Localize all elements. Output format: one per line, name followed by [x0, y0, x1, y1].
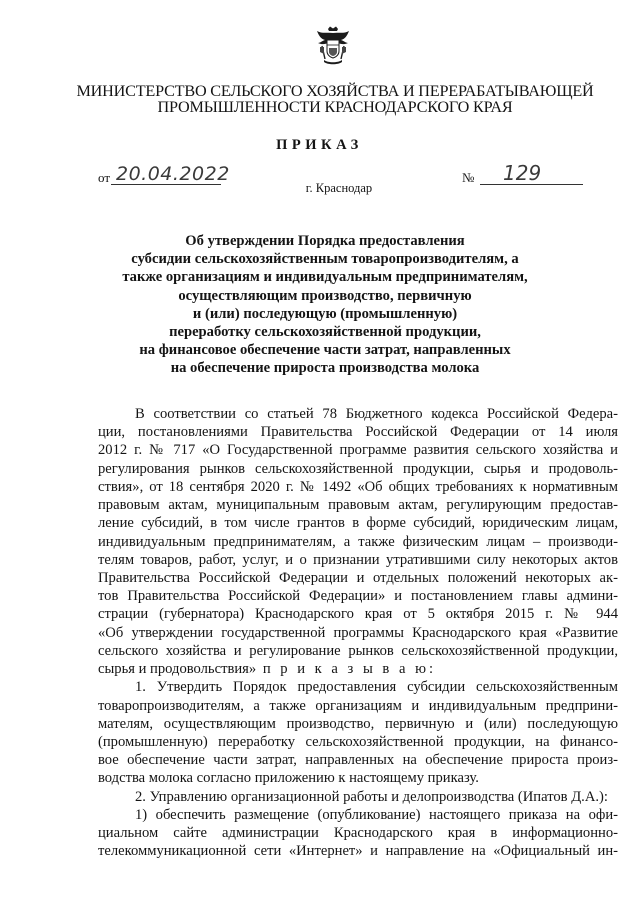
- body-line: В соответствии со статьей 78 Бюджетного кодекса Российской Федера-: [135, 406, 618, 422]
- handwritten-date: 20.04.2022: [116, 163, 230, 185]
- body-line: 2. Управлению организационной работы и делопроизводства (Ипатов Д.А.):: [135, 788, 608, 805]
- body-line: телекоммуникационной сети «Интернет» и направление на «Официальный ин-: [98, 843, 618, 860]
- handwritten-number: 129: [503, 161, 542, 185]
- body-line: 1) обеспечить размещение (опубликование) настоящего приказа на офи-: [135, 806, 618, 823]
- body-line: мателям, осуществляющим производство, первичную и (или) последующую: [98, 715, 618, 732]
- body-line: сельского хозяйства и регулирование рынков сельскохозяйственной продукции,: [98, 642, 618, 659]
- body-line: страции (губернатора) Краснодарского края от 5 октября 2015 г. № 944: [98, 606, 618, 623]
- body-line: сырья и продовольствия» п р и к а з ы в а ю:: [98, 661, 437, 678]
- body-line: ции, постановлениями Правительства Российской Федерации от 14 июля: [98, 424, 618, 441]
- coat-of-arms-emblem: [316, 26, 350, 66]
- body-line: ствия», от 18 сентября 2020 г. № 1492 «Об общих требованиях к нормативным: [98, 478, 618, 495]
- ministry-name-line1: МИНИСТЕРСТВО СЕЛЬСКОГО ХОЗЯЙСТВА И ПЕРЕРАБАТЫВАЮЩЕЙ: [76, 82, 594, 100]
- date-label: от: [98, 170, 111, 185]
- document-type-heading: ПРИКАЗ: [276, 137, 363, 153]
- title-line: переработку сельскохозяйственной продукции,: [169, 324, 481, 341]
- body-line: (промышленную) переработку сельскохозяйственной продукции, на финансо-: [98, 733, 618, 750]
- body-line: 2012 г. № 717 «О Государственной программе развития сельского хозяйства и: [98, 442, 618, 459]
- city-label: г. Краснодар: [305, 181, 373, 195]
- body-line: товаропроизводителям, а также организациям и индивидуальным предприни-: [98, 697, 618, 714]
- body-line: правовым актам, муниципальным правовым актам, регулирующим предостав-: [98, 497, 618, 514]
- title-line: осуществляющим производство, первичную: [178, 287, 472, 304]
- body-line: индивидуальным предпринимателям, а также физическим лицам – производи-: [98, 533, 618, 550]
- body-line: циальном сайте администрации Краснодарского края в информационно-: [98, 825, 618, 842]
- body-line: регулирования рынков сельскохозяйственной продукции, сырья и продоволь-: [98, 460, 618, 477]
- body-line: ление субсидий, в том числе грантов в форме субсидий, юридическим лицам,: [98, 515, 618, 532]
- order-title: [95, 232, 555, 378]
- order-body-text: [98, 405, 618, 860]
- title-line: субсидии сельскохозяйственным товаропроизводителям, а: [131, 251, 519, 268]
- body-line: тов Правительства Российской Федерации» и постановлением главы админи-: [98, 588, 618, 605]
- body-line: Правительства Российской Федерации и отдельных положений некоторых ак-: [98, 569, 618, 586]
- title-line: Об утверждении Порядка предоставления: [185, 233, 465, 249]
- body-line: 1. Утвердить Порядок предоставления субсидии сельскохозяйственным: [135, 679, 618, 696]
- title-line: и (или) последующую (промышленную): [192, 305, 458, 322]
- body-line: водства молока согласно приложению к настоящему приказу.: [98, 770, 479, 787]
- number-label: №: [462, 170, 475, 185]
- order-verb: п р и к а з ы в а ю:: [256, 661, 437, 678]
- ministry-name-line2: ПРОМЫШЛЕННОСТИ КРАСНОДАРСКОГО КРАЯ: [157, 98, 513, 116]
- title-line: на финансовое обеспечение части затрат, направленных: [139, 342, 511, 359]
- body-line: «Об утверждении государственной программы Краснодарского края «Развитие: [98, 624, 618, 641]
- title-line: на обеспечение прироста производства молока: [170, 360, 480, 377]
- title-line: также организациям и индивидуальным предпринимателям,: [122, 269, 528, 286]
- body-line: вое обеспечение части затрат, направленных на обеспечение прироста произ-: [98, 752, 618, 769]
- body-line: телям товаров, работ, услуг, и о признании утратившими силу некоторых актов: [98, 551, 618, 568]
